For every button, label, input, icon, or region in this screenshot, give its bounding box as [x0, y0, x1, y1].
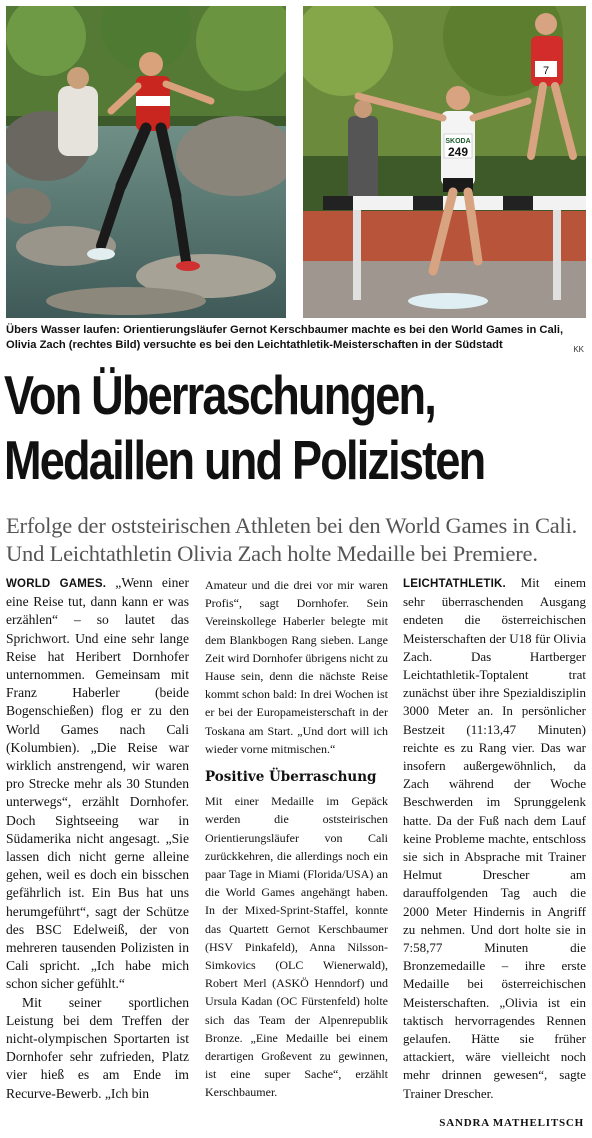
photo-steeplechase [303, 6, 586, 318]
photo-caption: Übers Wasser laufen: Orientierungsläufer Gernot Kerschbaumer machte es bei den World Games in Cali, Olivia Zach (rechtes Bild) versuchte es bei den Leichtathletik-Meisterschaften in der Südstadt [6, 324, 564, 351]
headline [4, 363, 485, 493]
photo-orienteering-runner [6, 6, 286, 318]
article-column-1 [6, 574, 189, 1103]
paragraph-3: Mit einer Medaille im Gepäck werden die oststeirischen Orientierungsläufer von Cali zurückkehren, die allerdings noch ein paar Tage in Miami (Florida/USA) an die World Games angehängt haben. In der Mixed-Sprint-Staffel, konnte das Quartett Gernot Kerschbaumer (HSV Pinkafeld), Anna Nilsson-Simkovics (OLC Wienerwald), Robert Merl (ASKÖ Henndorf) und Ursula Kadan (OC Fürstenfeld) holte sich das Team der Alpenrepublik Bronze. „Eine Medaille bei einem derartigen Großevent zu gewinnen, ist eine super Sache“, erzählt Kerschbaumer. [205, 794, 388, 1100]
subheadline: Erfolge der oststeirischen Athleten bei den World Games in Cali. Und Leichtathletin Olivia Zach holte Medaille bei Premiere. [6, 513, 578, 566]
article-column-3 [403, 574, 586, 1103]
kicker-leichtathletik: LEICHTATHLETIK. [403, 578, 506, 590]
headline-line-1: Von Überraschungen, [4, 364, 435, 426]
photo-credit: KK [573, 345, 584, 354]
bib-front-number: 249 [447, 145, 469, 159]
paragraph-2: Mit seiner sportlichen Leistung bei dem Treffen der nicht-olympischen Sportarten ist Dornhofer sehr zufrieden, Platz vier hieß es am Ende im Recurve-Bewerb. „Ich bin [6, 994, 189, 1101]
author-byline: SANDRA MATHELITSCH [439, 1117, 584, 1129]
bib-back-number: 7 [542, 65, 550, 77]
paragraph-1: „Wenn einer eine Reise tut, dann kann er was erzählen“ – so lautet das Sprichwort. Und eine sehr lange Reise hat Heribert Dornhofer unternommen. Gemeinsam mit Franz Haberler (beide Bogenschießen) flog er zu den World Games nach Cali (Kolumbien). „Die Reise war wirklich anstrengend, wir waren pro Strecke mehr als 30 Stunden unterwegs“, erzählt Dornhofer. Doch Sightseeing war in Südamerika nicht angesagt. „Sie lassen dich nicht gerne alleine gehen, weil es doch ein bisschen gefährlich ist. Ein Bus hat uns herumgeführt“, sagt der Schütze des BSC Edelweiß, der von mehreren tausenden Polizisten in Cali spricht. „Ich habe mich schon sicher gefühlt.“ [6, 575, 189, 992]
section-subhead: Positive Überraschung [205, 769, 377, 786]
paragraph-2-continued: Amateur und die drei vor mir waren Profis“, sagt Dornhofer. Sein Vereinskollege Haberler belegte mit dem Blankbogen Rang sieben. Lange Zeit wird Dornhofer übrigens nicht zu Hause sein, denn die nächste Reise kommt schon bald: In drei Wochen ist er bei der Europameisterschaft in der Toskana am Start. „Und dort will ich wieder vorne mitmischen.“ [205, 578, 388, 756]
bib-front-sponsor: SKODA [445, 138, 471, 145]
kicker-world-games: WORLD GAMES. [6, 578, 107, 590]
headline-line-2: Medaillen und Polizisten [4, 429, 485, 491]
article-column-2 [205, 576, 388, 1102]
paragraph-4: Mit einem sehr überraschenden Ausgang endeten die österreichischen Meisterschaften der U18 für Olivia Zach. Das Hartberger Leichtathletik-Toptalent trat zunächst über ihre Spezialdisziplin 3000 Meter an. In persönlicher Bestzeit (11:13,47 Minuten) reichte es zu Rang vier. Das war insofern außergewöhnlich, da Zach während der Woche Beschwerden im Sprunggelenk hatte. Da der Fuß nach dem Lauf keine Probleme machte, entschloss sie sich in Absprache mit Trainer Helmut Drescher am darauffolgenden Tag auch die 2000 Meter Hindernis in Angriff zu nehmen. Und dort holte sie in 7:58,77 Minuten die Bronzemedaille – ihre erste Medaille bei österreichischen Meisterschaften. „Olivia ist ein taktisch hervorragendes Rennen gelaufen. Hätte sie früher attackiert, wäre vielleicht noch mehr drinnen gewesen“, sagte Trainer Drescher. [403, 575, 587, 1101]
